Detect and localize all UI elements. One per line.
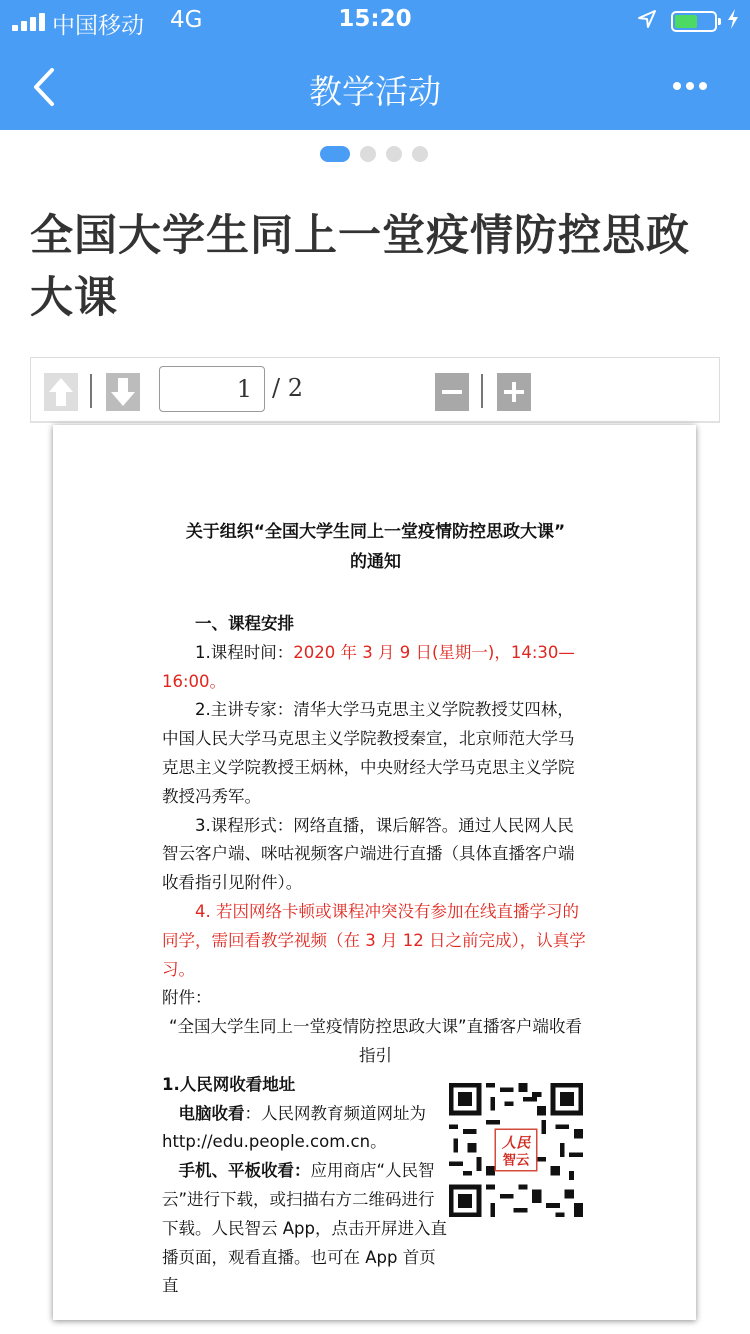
nav-bar: [0, 44, 750, 130]
qr-logo-text: 人民: [501, 1135, 531, 1152]
doc-heading-line1: 关于组织“全国大学生同上一堂疫情防控思政大课”: [185, 522, 566, 542]
page-number-input[interactable]: [159, 366, 265, 412]
top-bar: [0, 0, 750, 130]
next-page-button[interactable]: [106, 373, 140, 411]
location-arrow-icon: [637, 9, 657, 34]
qr-logo-text: 智云: [502, 1153, 530, 1169]
plus-icon: [502, 380, 526, 404]
article-title: 全国大学生同上一堂疫情防控思政大课: [30, 211, 690, 323]
toolbar-divider: [481, 374, 483, 408]
mobile-viewing: 手机、平板收看：应用商店“人民智云”进行下载，或扫描右方二维码进行下载。人民智云 App，点击开屏进入直播页面，观看直播。也可在 App 首页直: [162, 1161, 447, 1296]
pdf-toolbar: [30, 357, 720, 423]
more-button[interactable]: [660, 64, 720, 108]
battery-icon: [671, 11, 717, 32]
pdf-page[interactable]: [53, 425, 696, 1320]
guide-title: “全国大学生同上一堂疫情防控思政大课”直播客户端收看指引: [168, 1017, 583, 1065]
attachment-label: 附件：: [162, 988, 212, 1008]
page-title: 教学活动: [309, 72, 441, 111]
network-type: 4G: [170, 7, 203, 33]
course-speakers: 2.主讲专家：清华大学马克思主义学院教授艾四林，中国人民大学马克思主义学院教授秦宣，北京师范大学马克思主义学院教授王炳林，中央财经大学马克思主义学院教授冯秀军。: [162, 700, 575, 806]
previous-page-button[interactable]: [44, 373, 78, 411]
doc-heading-line2: 的通知: [350, 552, 401, 572]
page-dot[interactable]: [386, 146, 402, 162]
zoom-out-button[interactable]: [435, 373, 469, 411]
zoom-in-button[interactable]: [497, 373, 531, 411]
page-dot[interactable]: [412, 146, 428, 162]
course-format: 3.课程形式：网络直播，课后解答。通过人民网人民智云客户端、咪咕视频客户端进行直播（具体直播客户端收看指引见附件）。: [162, 815, 575, 893]
course-replay-note: 4. 若因网络卡顿或课程冲突没有参加在线直播学习的同学，需回看教学视频（在 3 月 12 日之前完成），认真学习。: [162, 901, 586, 979]
page-dot-active[interactable]: [320, 146, 350, 162]
course-time-value: 2020 年 3 月 9 日(星期一)，14:30—16:00。: [162, 642, 575, 691]
arrow-down-icon: [108, 375, 138, 409]
more-dot-icon: [673, 82, 681, 90]
status-bar: [0, 0, 750, 44]
arrow-up-icon: [46, 375, 76, 409]
clock: 15:20: [338, 6, 412, 32]
pc-viewing: 电脑收看：人民网教育频道网址为 http://edu.people.com.cn。: [162, 1103, 426, 1152]
charging-icon: [726, 8, 740, 35]
minus-icon: [440, 380, 464, 404]
page-indicator: [320, 146, 428, 162]
qr-code-image[interactable]: [449, 1083, 583, 1217]
section-heading: 一、课程安排: [195, 614, 294, 633]
carrier-label: 中国移动: [52, 13, 144, 39]
sub-heading: 1.人民网收看地址: [162, 1074, 296, 1094]
page-dot[interactable]: [360, 146, 376, 162]
course-time: 1.课程时间：2020 年 3 月 9 日(星期一)，14:30—16:00。: [162, 642, 575, 691]
page-total: / 2: [272, 374, 303, 402]
toolbar-divider: [90, 374, 92, 408]
